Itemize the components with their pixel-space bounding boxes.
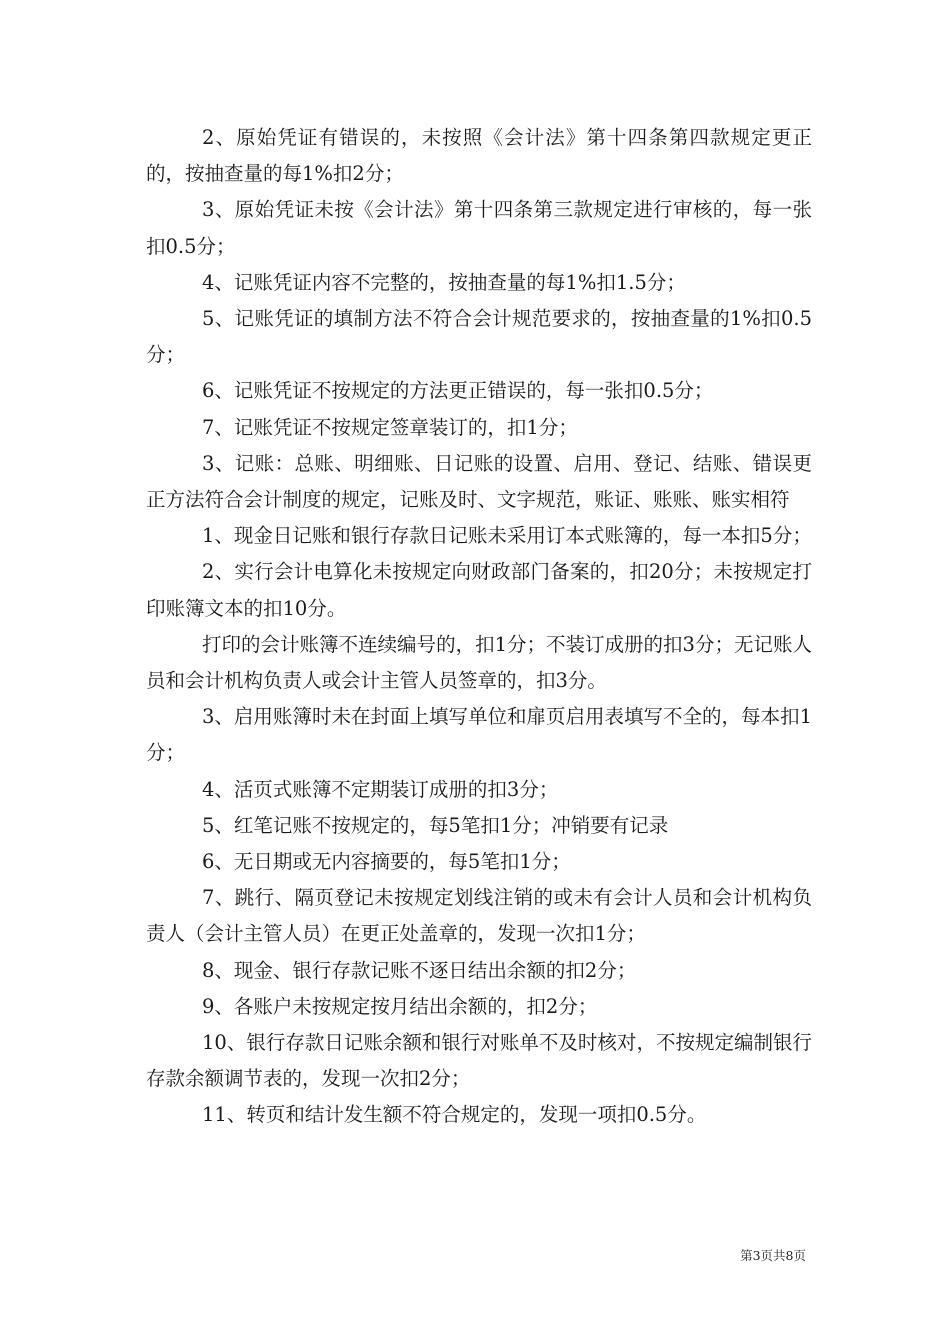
paragraph-13: 5、红笔记账不按规定的，每5笔扣1分；冲销要有记录 (202, 813, 669, 837)
paragraph-8: 1、现金日记账和银行存款日记账未采用订本式账簿的，每一本扣5分； (202, 524, 812, 548)
document-body (146, 120, 812, 1134)
paragraph-1: 2、原始凭证有错误的，未按照《会计法》第十四条第四款规定更正的，按抽查量的每1%扣2分； (146, 126, 812, 186)
section-heading-bookkeeping: 3、记账：总账、明细账、日记账的设置、启用、登记、结账、错误更正方法符合会计制度的规定，记账及时、文字规范，账证、账账、账实相符 (146, 451, 812, 512)
paragraph-16: 8、现金、银行存款记账不逐日结出余额的扣2分； (202, 958, 637, 982)
paragraph-4: 5、记账凭证的填制方法不符合会计规范要求的，按抽查量的1%扣0.5分； (146, 307, 812, 367)
paragraph-2: 3、原始凭证未按《会计法》第十四条第三款规定进行审核的，每一张扣0.5分； (146, 198, 812, 258)
paragraph-5: 6、记账凭证不按规定的方法更正错误的，每一张扣0.5分； (202, 379, 714, 403)
paragraph-9: 2、实行会计电算化未按规定向财政部门备案的，扣20分；未按规定打印账簿文本的扣10分。 (146, 560, 812, 620)
paragraph-19: 11、转页和结计发生额不符合规定的，发现一项扣0.5分。 (202, 1103, 707, 1127)
paragraph-11: 3、启用账簿时未在封面上填写单位和扉页启用表填写不全的，每本扣1分； (146, 705, 812, 765)
paragraph-18: 10、银行存款日记账余额和银行对账单不及时核对，不按规定编制银行存款余额调节表的，发现一次扣2分； (146, 1031, 812, 1091)
paragraph-14: 6、无日期或无内容摘要的，每5笔扣1分； (202, 850, 571, 874)
paragraph-3: 4、记账凭证内容不完整的，按抽查量的每1%扣1.5分； (202, 270, 686, 294)
paragraph-15: 7、跳行、隔页登记未按规定划线注销的或未有会计人员和会计机构负责人（会计主管人员）在更正处盖章的，发现一次扣1分； (146, 886, 812, 946)
page-number: 第3页共8页 (740, 1248, 806, 1263)
paragraph-17: 9、各账户未按规定按月结出余额的，扣2分； (202, 994, 598, 1018)
paragraph-10: 打印的会计账簿不连续编号的，扣1分；不装订成册的扣3分；无记账人员和会计机构负责人或会计主管人员签章的，扣3分。 (146, 632, 812, 693)
paragraph-6: 7、记账凭证不按规定签章装订的，扣1分； (202, 415, 578, 439)
paragraph-12: 4、活页式账簿不定期装订成册的扣3分； (202, 777, 559, 801)
